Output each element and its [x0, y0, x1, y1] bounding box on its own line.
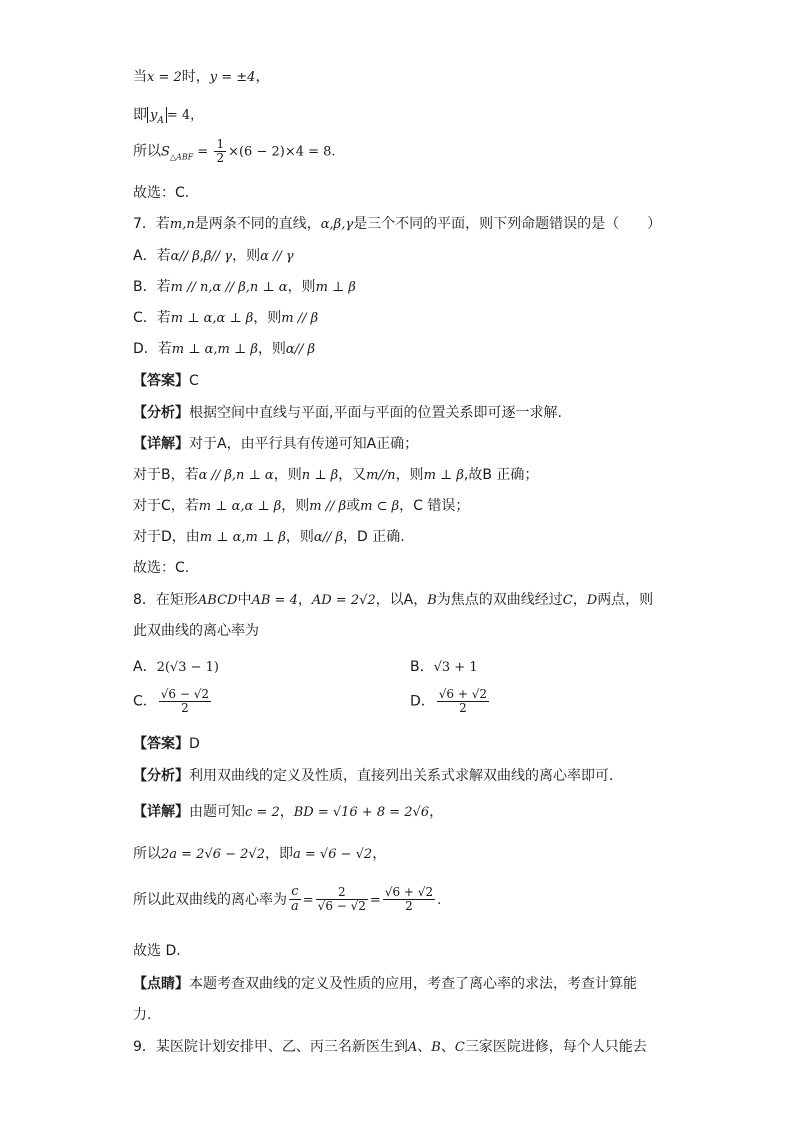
prev-line-2: 即 $y_A = 4$，	[133, 107, 204, 126]
q7-answer: 【答案】C	[133, 373, 199, 389]
prev-line-3: 所以$S_{\triangle ABF}$ = $\frac{1}{2}$ ×(6 − 2)×4 = 8.	[133, 137, 336, 166]
q8-option-d: D． $\frac{√6 + √2}{2}$	[410, 687, 488, 716]
q8-option-a: A．2(√3 − 1)	[133, 659, 219, 675]
q7-detail-3: 对于C，若m ⊥ α,α ⊥ β，则m // β或m ⊂ β，C 错误；	[133, 498, 470, 514]
q8-stem-2: 此双曲线的离心率为	[133, 623, 259, 639]
q7-detail-2: 对于B，若α // β,n ⊥ α，则n ⊥ β，又m//n，则m ⊥ β,故B 正确；	[133, 467, 539, 483]
q7-conclusion: 故选：C.	[133, 560, 190, 576]
q8-detail-1: 【详解】由题可知c = 2，BD = √16 + 8 = 2√6，	[133, 804, 444, 820]
q7-option-d: D．若m ⊥ α,m ⊥ β，则α// β	[133, 341, 316, 357]
q8-answer: 【答案】D	[133, 736, 200, 752]
q7-option-b: B．若m // n,α // β,n ⊥ α，则m ⊥ β	[133, 279, 356, 295]
q7-detail-1: 【详解】对于A，由平行具有传递可知A正确；	[133, 436, 419, 452]
q7-option-a: A．若α// β,β// γ，则α // γ	[133, 248, 294, 264]
prev-conclusion: 故选：C.	[133, 185, 190, 201]
q8-note-1: 【点睛】本题考查双曲线的定义及性质的应用，考查了离心率的求法，考查计算能	[133, 976, 637, 992]
q7-detail-4: 对于D，由m ⊥ α,m ⊥ β，则α// β，D 正确.	[133, 529, 405, 545]
prev-line-1: 当x = 2时，y = ±4，	[133, 69, 270, 85]
q8-stem-1: 8．在矩形ABCD中AB = 4，AD = 2√2，以A，B为焦点的双曲线经过C，D两点，则	[133, 592, 654, 608]
q7-analysis: 【分析】根据空间中直线与平面,平面与平面的位置关系即可逐一求解.	[133, 405, 562, 421]
q8-analysis: 【分析】利用双曲线的定义及性质，直接列出关系式求解双曲线的离心率即可．	[133, 768, 623, 784]
q8-conclusion: 故选 D.	[133, 943, 181, 959]
q8-detail-3: 所以此双曲线的离心率为 $\frac{c}{a}$ = $\frac{2}{√6 - √2}$ = $\frac{√6 + √2}{2}$ .	[133, 884, 442, 915]
q8-option-b: B．√3 + 1	[410, 659, 478, 675]
q9-stem: 9．某医院计划安排甲、乙、丙三名新医生到A、B、C三家医院进修，每个人只能去	[133, 1039, 647, 1055]
q7-option-c: C．若m ⊥ α,α ⊥ β，则m // β	[133, 310, 319, 326]
q8-detail-2: 所以2a = 2√6 − 2√2，即a = √6 − √2，	[133, 846, 387, 862]
q8-option-c: C． $\frac{√6 - √2}{2}$	[133, 687, 210, 716]
q8-note-2: 力.	[133, 1007, 152, 1023]
q7-stem: 7．若m,n是两条不同的直线，α,β,γ是三个不同的平面，则下列命题错误的是（ ）	[133, 216, 662, 232]
fraction: $\frac{1}{2}$	[216, 137, 225, 166]
